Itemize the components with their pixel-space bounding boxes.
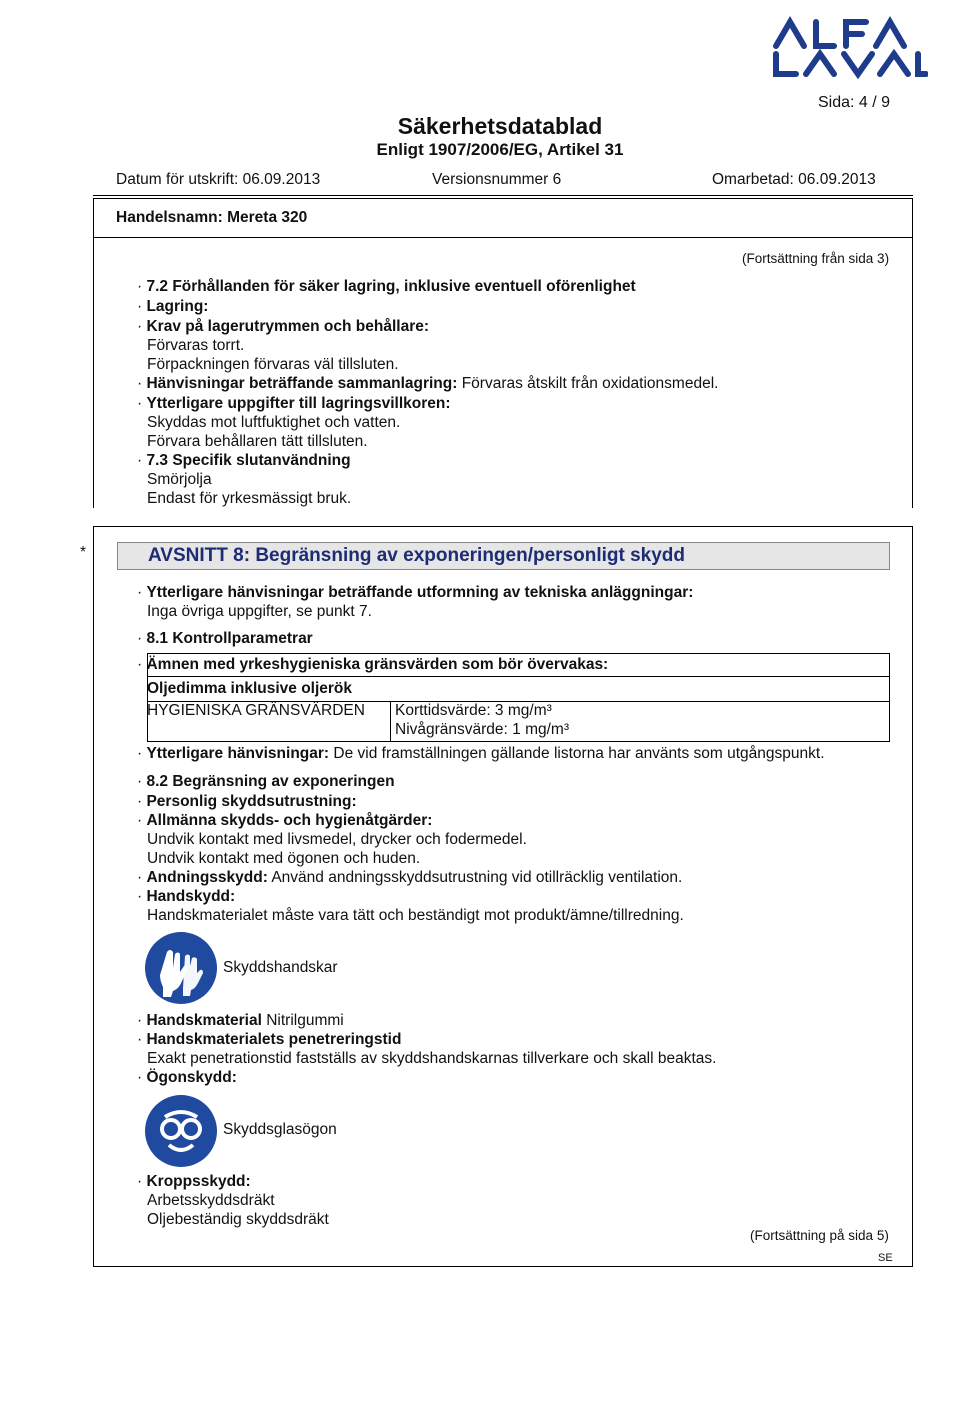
general-measures-line-2: Undvik kontakt med ögonen och huden. [147, 850, 421, 867]
storage-conditions-heading: · Ytterligare uppgifter till lagringsvillkoren: [137, 395, 451, 412]
ppe-heading: · Personlig skyddsutrustning: [137, 793, 357, 810]
gloves-icon [145, 932, 217, 1004]
glove-penetration-value: Exakt penetrationstid fastställs av skyddshandskarnas tillverkare och skall beaktas. [147, 1050, 717, 1067]
glove-penetration-heading: · Handskmaterialets penetreringstid [137, 1031, 402, 1048]
goggles-caption: Skyddsglasögon [223, 1121, 337, 1138]
limit-short-term: Korttidsvärde: 3 mg/m³ [395, 702, 552, 719]
end-use-line-1: Smörjolja [147, 471, 212, 488]
header-divider [93, 195, 913, 196]
version-number: Versionsnummer 6 [432, 171, 562, 188]
section-8-title: AVSNITT 8: Begränsning av exponeringen/personligt skydd [117, 542, 890, 570]
substances-label: · Ämnen med yrkeshygieniska gränsvärden som bör övervakas: [137, 656, 609, 673]
storage-cond-line-1: Skyddas mot luftfuktighet och vatten. [147, 414, 401, 431]
heading-8-1: · 8.1 Kontrollparametrar [137, 630, 313, 647]
general-measures-line-1: Undvik kontakt med livsmedel, drycker och fodermedel. [147, 831, 527, 848]
storage-req-line-1: Förvaras torrt. [147, 337, 245, 354]
body-protection-heading: · Kroppsskydd: [137, 1173, 251, 1190]
limit-type: HYGIENISKA GRÄNSVÄRDEN [147, 702, 365, 719]
heading-7-3: · 7.3 Specifik slutanvändning [137, 452, 351, 469]
document-subtitle: Enligt 1907/2006/EG, Artikel 31 [376, 140, 624, 159]
storage-heading: · Lagring: [137, 298, 209, 315]
hand-protection-heading: · Handskydd: [137, 888, 236, 905]
continued-from: (Fortsättning från sida 3) [742, 251, 890, 266]
page-number: Sida: 4 / 9 [818, 94, 891, 111]
storage-req-line-2: Förpackningen förvaras väl tillsluten. [147, 356, 399, 373]
joint-storage-line: · Hänvisningar beträffande sammanlagring: Förvaras åtskilt från oxidationsmedel. [137, 375, 719, 392]
heading-7-2: · 7.2 Förhållanden för säker lagring, inklusive eventuell oförenlighet [137, 278, 636, 295]
end-use-line-2: Endast för yrkesmässigt bruk. [147, 490, 352, 507]
eye-protection-heading: · Ögonskydd: [137, 1069, 237, 1086]
body-protection-line-2: Oljebeständig skyddsdräkt [147, 1211, 329, 1228]
print-date: Datum för utskrift: 06.09.2013 [116, 171, 321, 188]
glove-material: · Handskmaterial Nitrilgummi [137, 1012, 344, 1029]
respiratory-protection: · Andningsskydd: Använd andningsskyddsutrustning vid otillräcklig ventilation. [137, 869, 683, 886]
substance-name: Oljedimma inklusive oljerök [147, 680, 353, 697]
alfa-laval-logo [768, 14, 928, 80]
continued-to: (Fortsättning på sida 5) [750, 1228, 889, 1243]
storage-cond-line-2: Förvara behållaren tätt tillsluten. [147, 433, 368, 450]
hand-protection-value: Handskmaterialet måste vara tätt och beständigt mot produkt/ämne/tillredning. [147, 907, 684, 924]
language-code: SE [878, 1252, 893, 1264]
revised-date: Omarbetad: 06.09.2013 [712, 171, 876, 188]
changed-marker: * [80, 544, 87, 561]
trade-name: Handelsnamn: Mereta 320 [116, 209, 308, 226]
gloves-caption: Skyddshandskar [223, 959, 338, 976]
storage-requirements-heading: · Krav på lagerutrymmen och behållare: [137, 318, 430, 335]
heading-8-2: · 8.2 Begränsning av exponeringen [137, 773, 395, 790]
technical-facilities-heading: · Ytterligare hänvisningar beträffande utformning av tekniska anläggningar: [137, 584, 694, 601]
general-measures-heading: · Allmänna skydds- och hygienåtgärder: [137, 812, 433, 829]
goggles-icon [145, 1095, 217, 1167]
limit-table-divider [390, 701, 391, 742]
footer-divider [93, 1266, 913, 1267]
technical-facilities-value: Inga övriga uppgifter, se punkt 7. [147, 603, 372, 620]
trade-name-box [93, 198, 913, 238]
limit-level: Nivågränsvärde: 1 mg/m³ [395, 721, 570, 738]
document-title: Säkerhetsdatablad [397, 113, 603, 139]
further-notes: · Ytterligare hänvisningar: De vid framställningen gällande listorna har använts som utgångspunkt. [137, 745, 825, 762]
body-protection-line-1: Arbetsskyddsdräkt [147, 1192, 275, 1209]
